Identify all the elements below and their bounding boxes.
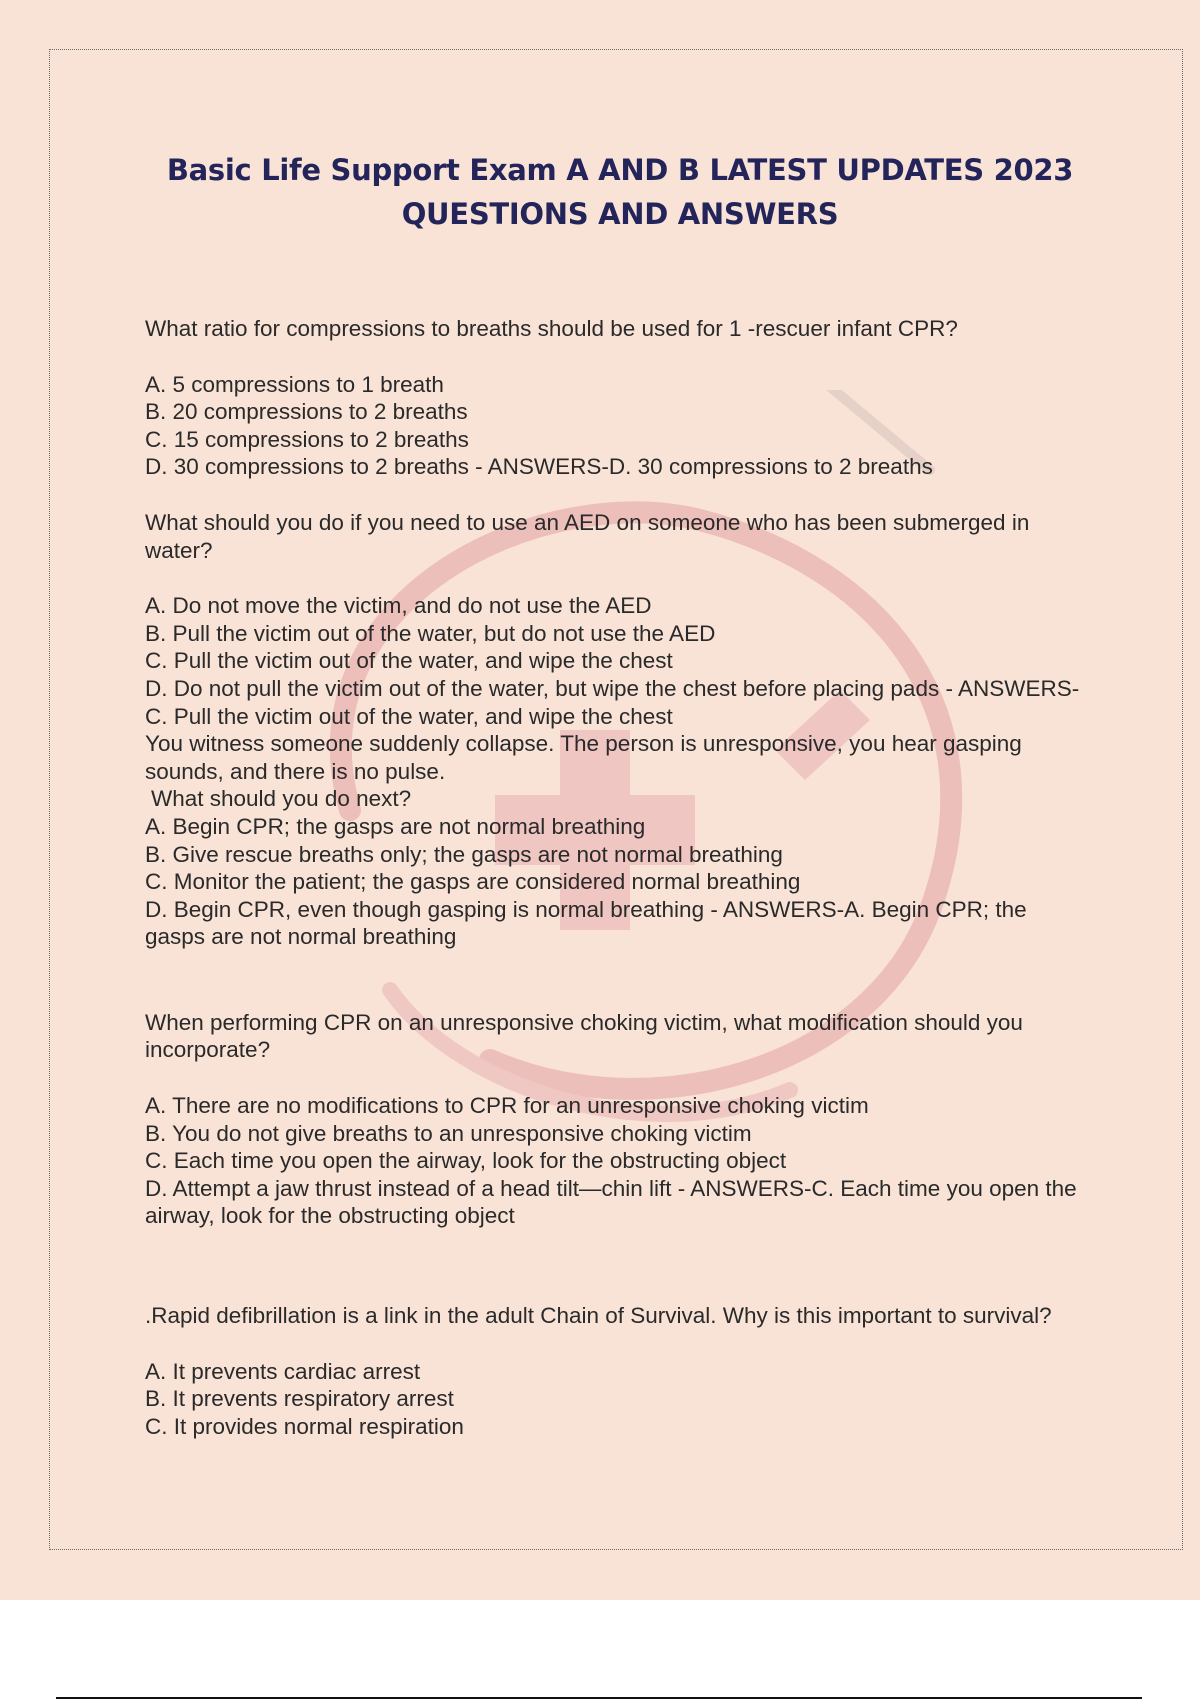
answer-option: B. Give rescue breaths only; the gasps are not normal breathing xyxy=(145,841,783,867)
answer-options xyxy=(145,1092,1085,1230)
title-line-1: Basic Life Support Exam A AND B LATEST UPDATES 2023 xyxy=(166,153,1074,187)
answer-option: B. It prevents respiratory arrest xyxy=(145,1386,454,1412)
answer-option: A. Do not move the victim, and do not use the AED xyxy=(145,593,652,619)
answer-options xyxy=(145,813,1085,951)
question-text-line-2: What should you do next? xyxy=(151,786,412,812)
answer-option: C. Pull the victim out of the water, and wipe the chest xyxy=(145,648,673,674)
answer-option: D. Do not pull the victim out of the water, but wipe the chest before placing pads - ANSWERS-C. Pull the victim out of the water, and wipe the chest xyxy=(145,675,1080,729)
question-text: You witness someone suddenly collapse. The person is unresponsive, you hear gasping sounds, and there is no pulse. xyxy=(145,731,1022,784)
question-text: When performing CPR on an unresponsive choking victim, what modification should you incorporate? xyxy=(145,1009,1023,1063)
question-block xyxy=(145,1302,1085,1440)
answer-option: D. Attempt a jaw thrust instead of a head tilt—chin lift - ANSWERS-C. Each time you open the airway, look for the obstructing object xyxy=(145,1175,1077,1229)
answer-option: C. Monitor the patient; the gasps are considered normal breathing xyxy=(145,869,801,895)
question-block xyxy=(145,730,1085,951)
answer-option: D. Begin CPR, even though gasping is normal breathing - ANSWERS-A. Begin CPR; the gasps are not normal breathing xyxy=(145,896,1027,950)
questions-list xyxy=(145,315,1085,1440)
answer-option: B. 20 compressions to 2 breaths xyxy=(145,399,468,425)
answer-options xyxy=(145,592,1085,730)
answer-option: A. There are no modifications to CPR for an unresponsive choking victim xyxy=(145,1093,869,1119)
answer-option: D. 30 compressions to 2 breaths - ANSWERS-D. 30 compressions to 2 breaths xyxy=(145,454,933,480)
answer-option: C. It provides normal respiration xyxy=(145,1413,464,1439)
question-text: What ratio for compressions to breaths should be used for 1 -rescuer infant CPR? xyxy=(145,316,958,341)
question-block xyxy=(145,509,1085,730)
question-text: .Rapid defibrillation is a link in the adult Chain of Survival. Why is this important to survival? xyxy=(145,1303,1052,1329)
question-block xyxy=(145,1009,1085,1230)
title-line-2: QUESTIONS AND ANSWERS xyxy=(401,197,839,231)
answer-option: A. 5 compressions to 1 breath xyxy=(145,371,444,397)
answer-option: C. 15 compressions to 2 breaths xyxy=(145,426,469,452)
document-title xyxy=(160,148,1080,236)
answer-option: A. It prevents cardiac arrest xyxy=(145,1358,421,1384)
answer-option: C. Each time you open the airway, look for the obstructing object xyxy=(145,1148,787,1174)
question-text: What should you do if you need to use an AED on someone who has been submerged in water? xyxy=(145,509,1030,563)
bottom-divider xyxy=(56,1697,1142,1699)
question-block xyxy=(145,315,1085,481)
answer-option: A. Begin CPR; the gasps are not normal breathing xyxy=(145,813,646,839)
answer-options xyxy=(145,1358,1085,1441)
answer-option: B. Pull the victim out of the water, but do not use the AED xyxy=(145,620,716,646)
answer-options xyxy=(145,371,1085,481)
answer-option: B. You do not give breaths to an unresponsive choking victim xyxy=(145,1120,752,1146)
